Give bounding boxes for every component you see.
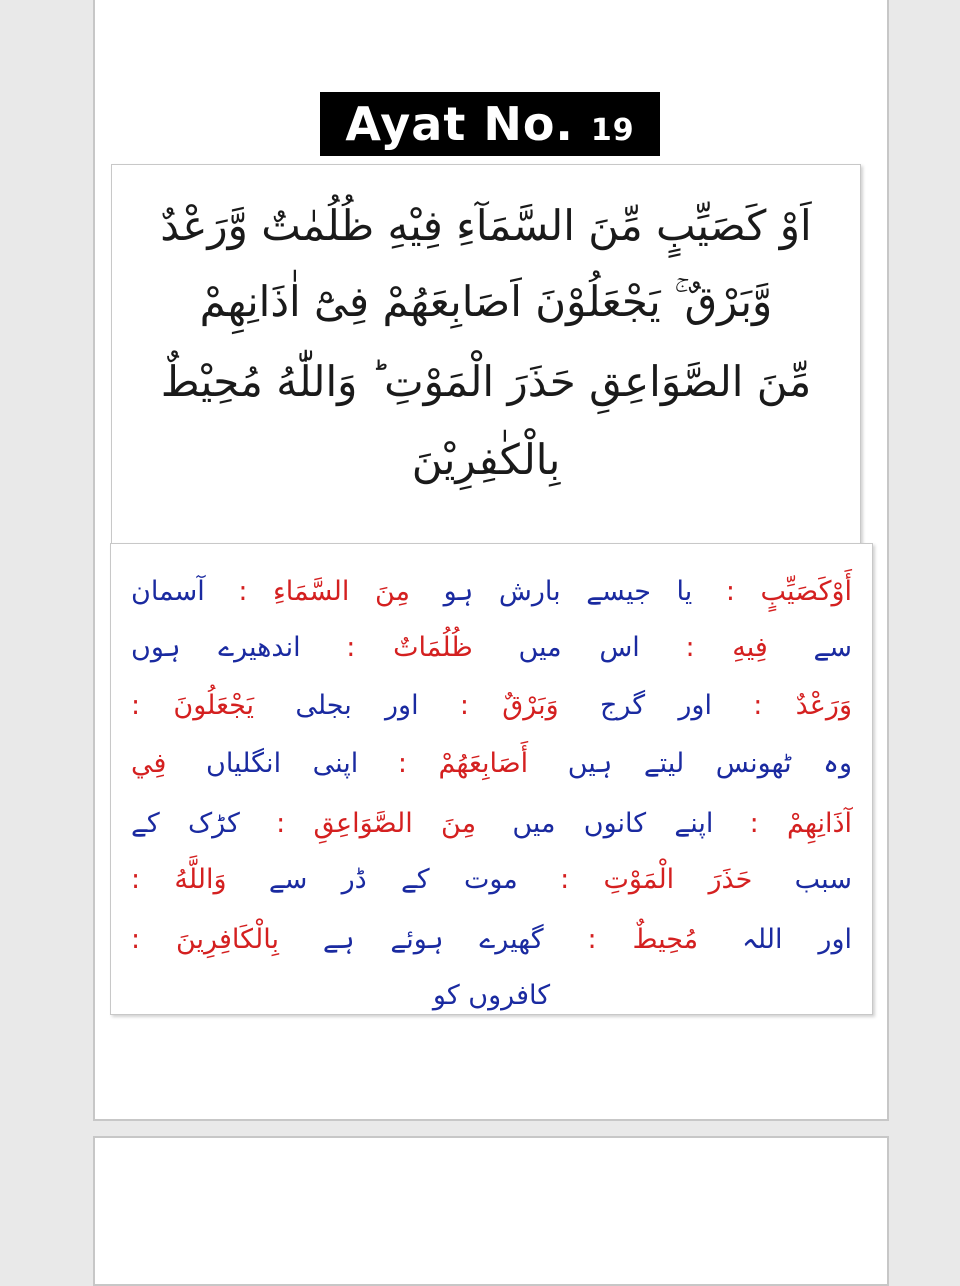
arabic-word: وَبَرْقٌ : [459, 690, 559, 721]
arabic-word: مُحِيطٌ : [587, 924, 699, 955]
urdu-meaning: کڑک کے [131, 808, 240, 839]
arabic-verse-line: وَّبَرْقٌ ۚ يَجْعَلُوْنَ اَصَابِعَهُمْ فِىْٓ اٰذَانِهِمْ [199, 277, 773, 326]
arabic-word: مِنَ السَّمَاءِ : [238, 576, 410, 607]
arabic-word: فِيهِ : [685, 632, 768, 663]
urdu-meaning: موت کے ڈر سے [268, 864, 518, 895]
arabic-word: حَذَرَ الْمَوْتِ : [560, 864, 753, 895]
urdu-meaning: اور اللہ [742, 924, 853, 955]
urdu-meaning: سبب [794, 864, 852, 895]
arabic-word: فِي [131, 748, 167, 779]
urdu-meaning: کافروں کو [432, 980, 551, 1011]
ayat-title [320, 92, 660, 156]
translation-line [127, 736, 856, 792]
arabic-word: مِنَ الصَّوَاعِقِ : [276, 808, 477, 839]
arabic-verse-line: مِّنَ الصَّوَاعِقِ حَذَرَ الْمَوْتِ ؕ وَاللّٰهُ مُحِيْطٌ [160, 357, 812, 406]
translation-line [127, 852, 856, 908]
arabic-verse-box [111, 164, 861, 544]
next-document-page [93, 1136, 889, 1286]
translation-line [127, 678, 856, 734]
urdu-meaning: یا جیسے بارش ہو [443, 576, 693, 607]
urdu-meaning: اس میں [518, 632, 640, 663]
arabic-word: وَاللَّهُ : [131, 864, 227, 895]
arabic-verse-line: بِالْكٰفِرِيْنَ [411, 435, 561, 484]
urdu-meaning: اپنے کانوں میں [512, 808, 714, 839]
translation-line [127, 968, 856, 1024]
arabic-word: ظُلُمَاتٌ : [346, 632, 473, 663]
translation-line [127, 564, 856, 620]
ayat-title-label: Ayat No. [345, 97, 574, 151]
translation-line [127, 796, 856, 852]
urdu-meaning: اور بجلی [295, 690, 419, 721]
urdu-meaning: گھیرے ہوئے ہے [322, 924, 544, 955]
urdu-meaning: اور گرج [599, 690, 712, 721]
translation-line [127, 620, 856, 676]
urdu-meaning: اپنی انگلیاں [206, 748, 359, 779]
arabic-word: أَصَابِعَهُمْ : [397, 748, 529, 779]
urdu-meaning: وہ ٹھونس لیتے ہیں [567, 748, 853, 779]
translation-line [127, 912, 856, 968]
word-translation-box [110, 543, 873, 1015]
urdu-meaning: سے [813, 632, 852, 663]
ayat-number: 19 [590, 113, 635, 148]
arabic-word: بِالْكَافِرِينَ : [131, 924, 279, 955]
arabic-word: أَوْكَصَيِّبٍ : [725, 576, 852, 607]
arabic-verse-line: اَوْ كَصَيِّبٍ مِّنَ السَّمَآءِ فِيْهِ ظُلُمٰتٌ وَّرَعْدٌ [160, 201, 812, 250]
arabic-word: وَرَعْدٌ : [753, 690, 852, 721]
arabic-word: آذَانِهِمْ : [749, 808, 852, 839]
urdu-meaning: اندھیرے ہوں [131, 632, 301, 663]
arabic-word: يَجْعَلُونَ : [131, 690, 255, 721]
urdu-meaning: آسمان [131, 576, 205, 607]
